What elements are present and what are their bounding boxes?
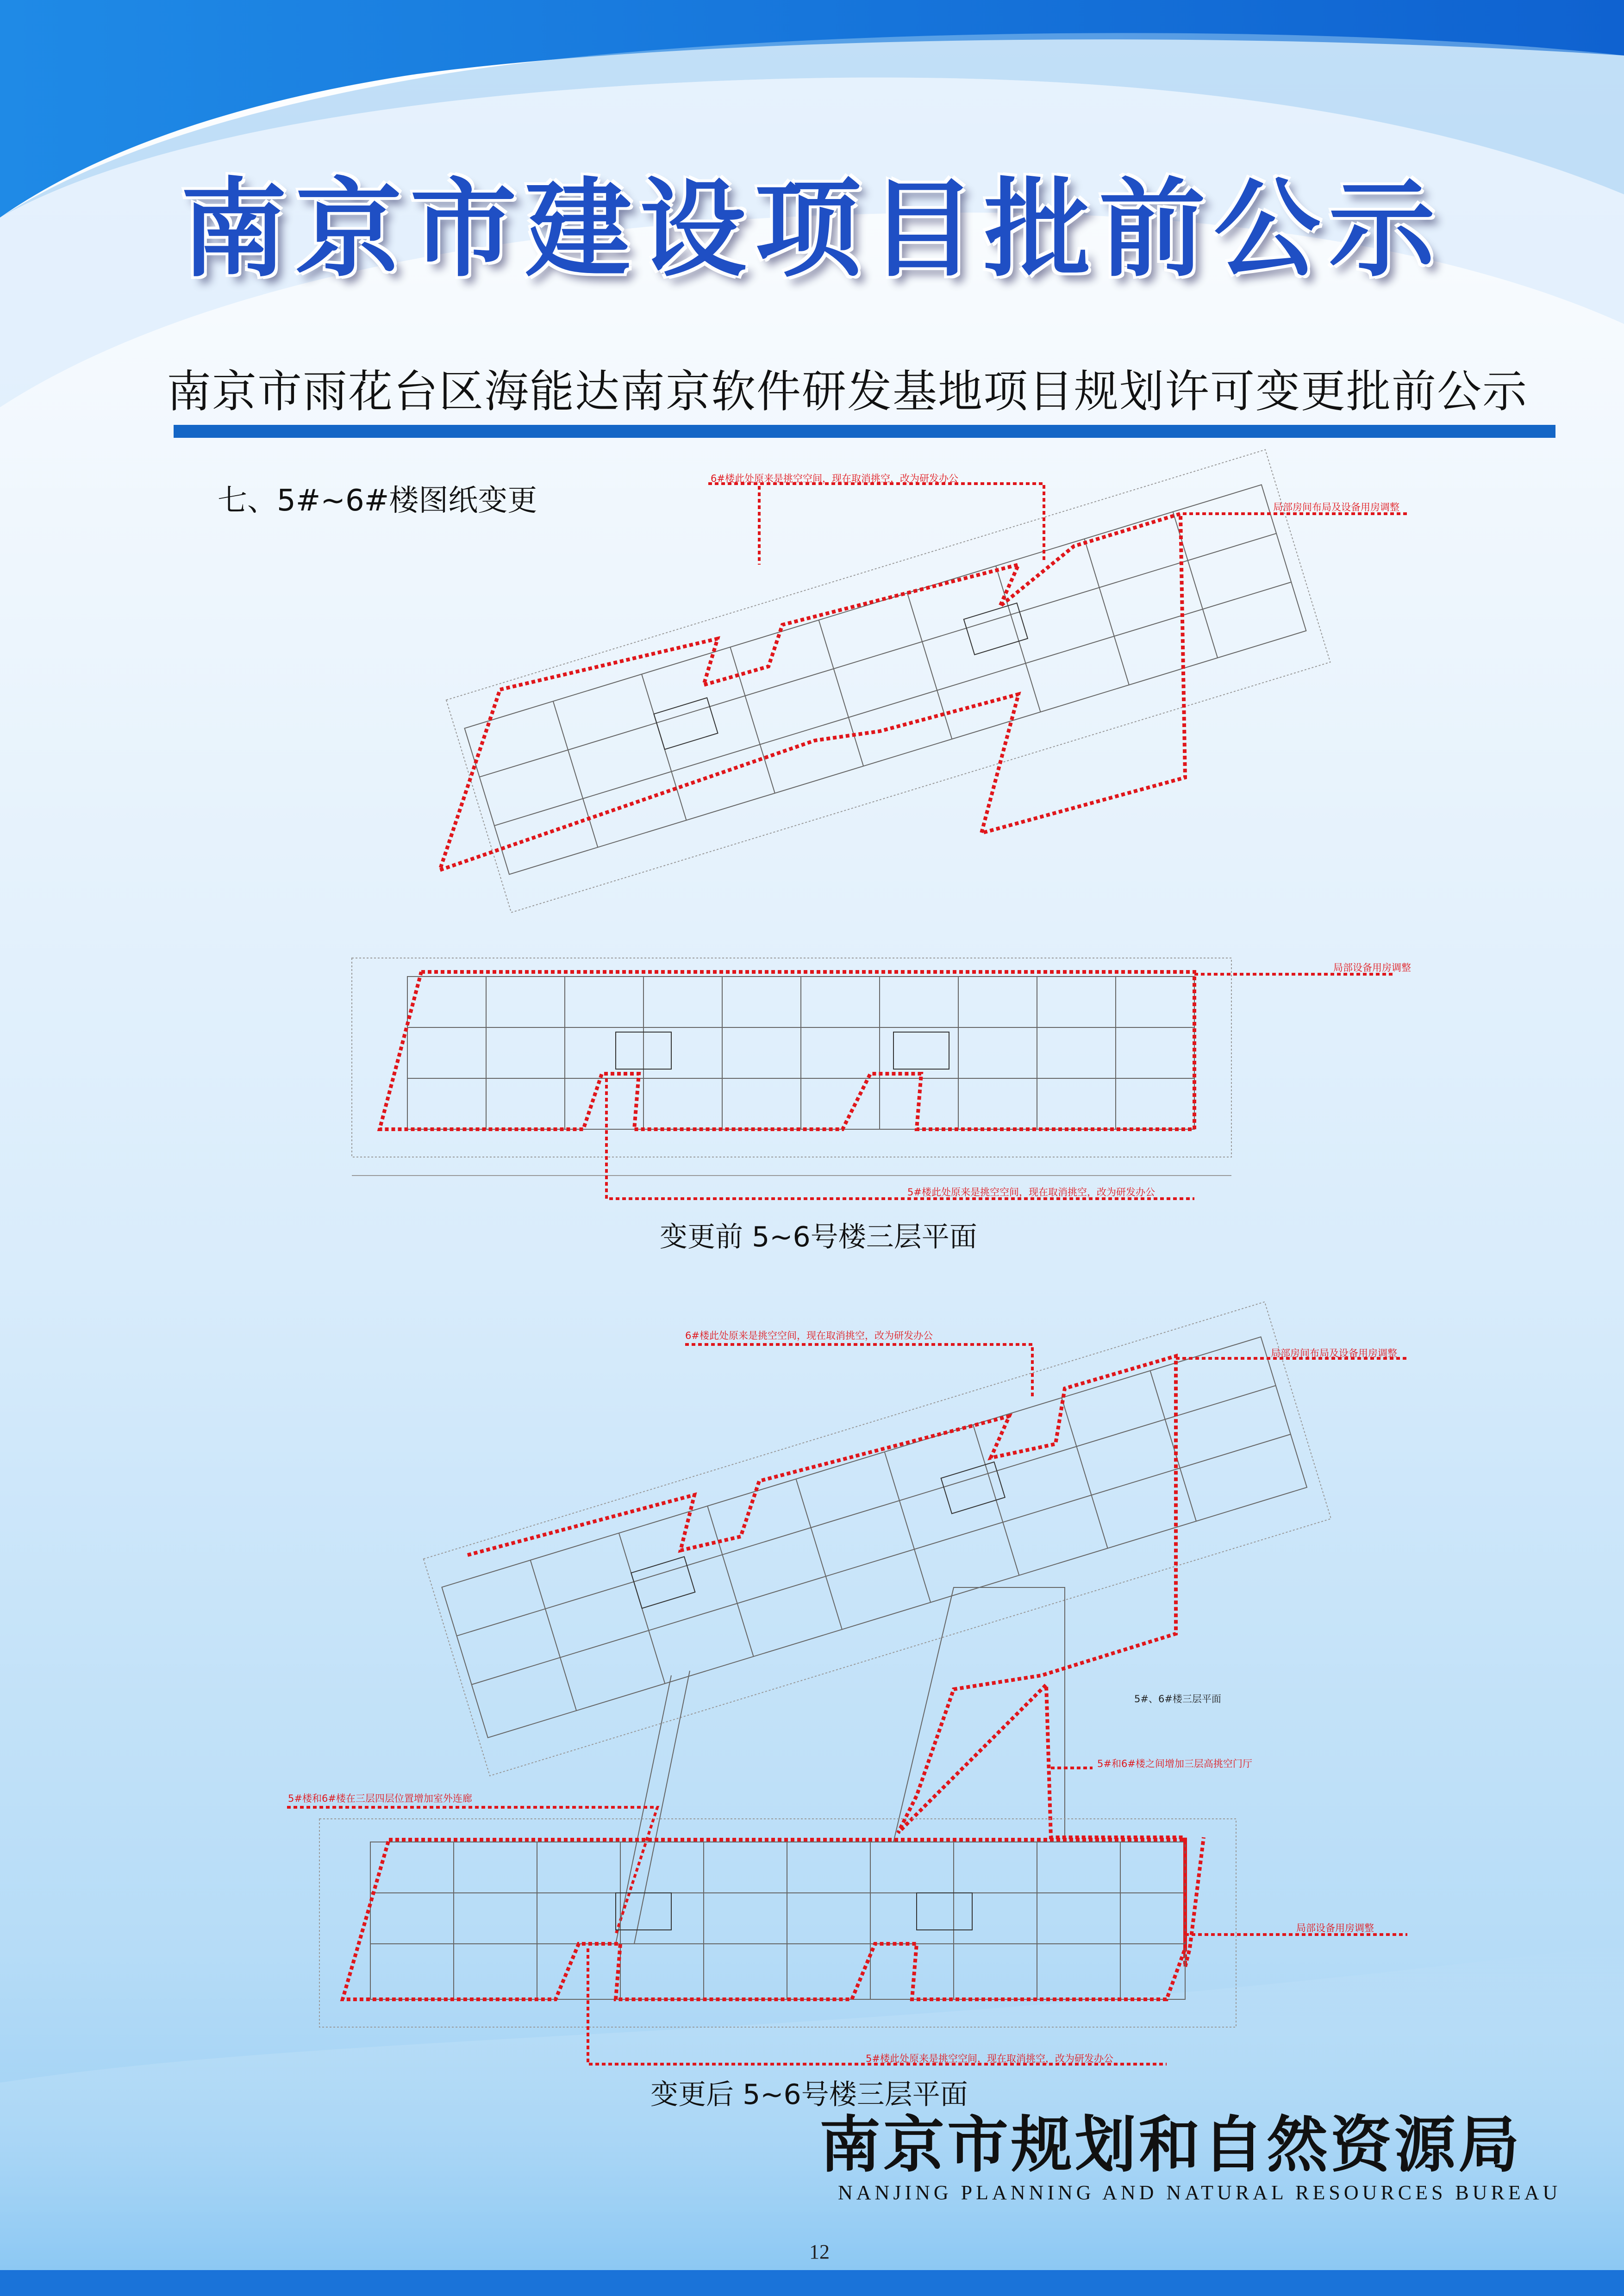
after-annotation-middle-right: 5#和6#楼之间增加三层高挑空门厅 (1097, 1758, 1252, 1769)
footer-org-name: 南京市规划和自然资源局 (819, 2109, 1522, 2181)
after-lower-building (319, 1819, 1236, 2027)
after-lower-change-outline (343, 1840, 1185, 1999)
after-left-leader (287, 1807, 657, 1935)
before-annotation-bottom: 5#楼此处原来是挑空空间，现在取消挑空，改为研发办公 (907, 1187, 1155, 1198)
page-number: 12 (809, 2240, 830, 2263)
bottom-bar (0, 2270, 1624, 2296)
before-annotation-right-lower: 局部设备用房调整 (1333, 962, 1411, 973)
after-upper-change-outline (468, 1356, 1204, 1967)
after-connector (616, 1587, 1065, 1944)
after-caption: 变更后 5~6号楼三层平面 (650, 2078, 968, 2111)
after-annotation-left: 5#楼和6#楼在三层四层位置增加室外连廊 (288, 1793, 472, 1804)
main-title: 南京市建设项目批前公示 (180, 167, 1443, 292)
after-annotation-right-lower: 局部设备用房调整 (1296, 1923, 1374, 1934)
before-annotation-top: 6#楼此处原来是挑空空间，现在取消挑空，改为研发办公 (711, 473, 958, 484)
footer-org-name-en: NANJING PLANNING AND NATURAL RESOURCES BUREAU (838, 2181, 1562, 2204)
before-caption: 变更前 5~6号楼三层平面 (660, 1221, 977, 1253)
after-top-leader (685, 1344, 1032, 1398)
after-annotation-top: 6#楼此处原来是挑空空间，现在取消挑空，改为研发办公 (685, 1330, 933, 1341)
after-annotation-bottom: 5#楼此处原来是挑空空间，现在取消挑空，改为研发办公 (866, 2053, 1113, 2064)
after-drawing-label: 5#、6#楼三层平面 (1134, 1693, 1221, 1705)
section-title: 七、5#~6#楼图纸变更 (218, 484, 537, 518)
after-annotation-right-upper: 局部房间布局及设备用房调整 (1271, 1348, 1397, 1359)
after-bottom-leader (588, 1948, 1167, 2064)
before-annotation-right-upper: 局部房间布局及设备用房调整 (1273, 502, 1399, 513)
subtitle: 南京市雨花台区海能达南京软件研发基地项目规划许可变更批前公示 (167, 366, 1528, 417)
